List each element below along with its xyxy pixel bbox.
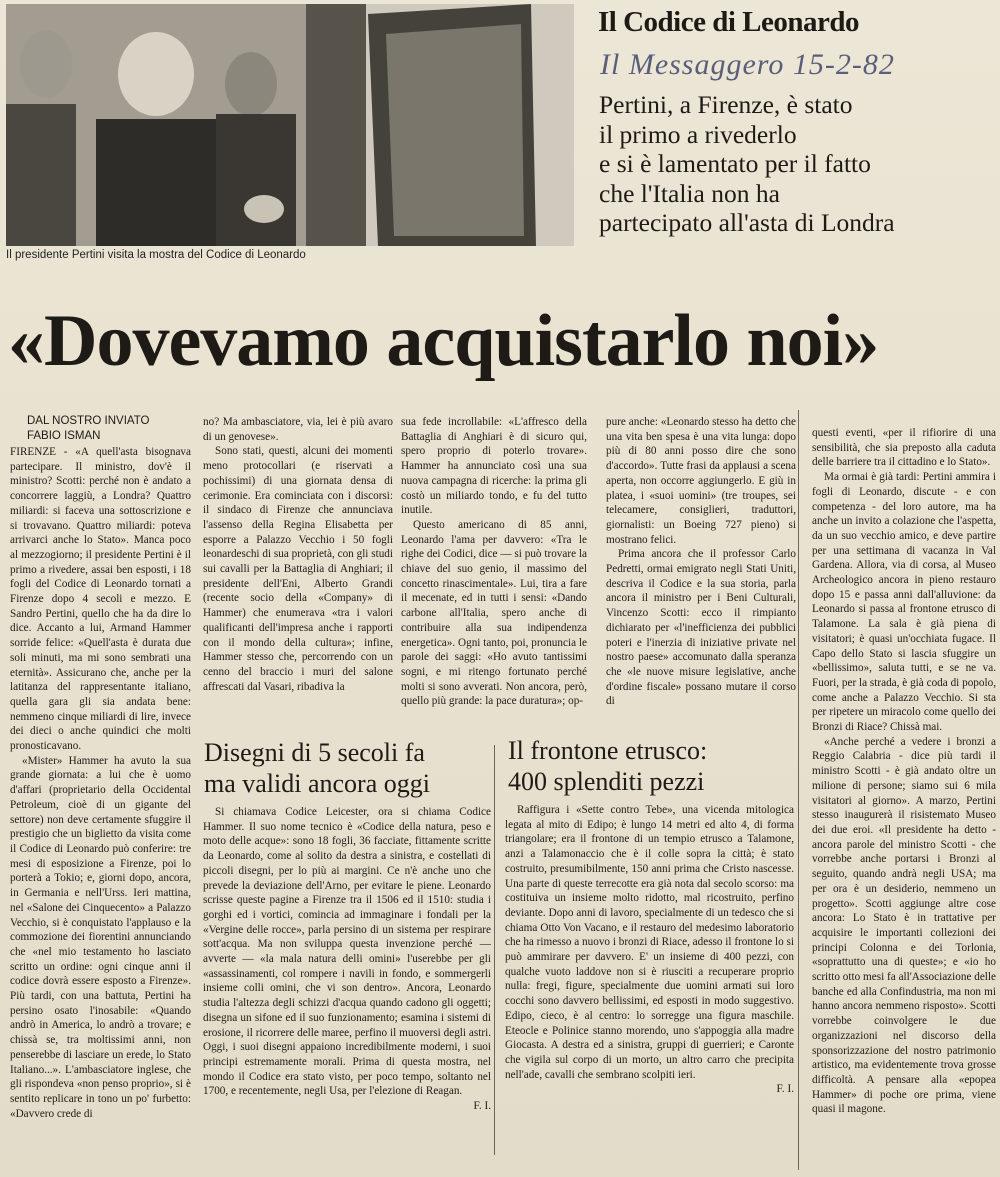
sidebar-headline-drawings — [204, 737, 494, 799]
article-column-5 — [812, 426, 996, 1169]
paragraph: Si chiamava Codice Leicester, ora si chiama Codice Hammer. Il suo nome tecnico è «Codice della natura, peso e moto delle acque»: sono 18 fogli, 36 facciate, fittamente scritte da Leonardo, come al solito da destra a sinistra, e costellati di piccoli disegni, per lo più ai margini. Ce n'è anche uno che prevede la deviazione dell'Arno, per evitare le piene. Leonardo scrisse queste pagine a Firenze tra il 1506 ed il 1510: studia i gorghi ed i vortici, comincia ad immaginare i fondali per la «Vergine delle rocce», parla persino di un sistema per respirare sott'acqua. Ma non sviluppa questa invenzione perché — avverte — «la mala natura delli omini» l'userebbe per gli «assassinamenti, col rompere i navili in fondo, e sommergerli insieme colli omini, che vi son dentro». Ancora, Leonardo studia l'altezza degli schizzi d'acqua quando cadono gli oggetti; disegna un sifone ed il suo funzionamento; esamina i sistemi di erosione, il ricorrere delle maree, perfino il muoversi degli astri. Oggi, i suoi disegni appaiono incredibilmente moderni, i suoi principi estremamente morali. Prima di questa mostra, nel mondo il Codice era stato visto, per poco tempo, soltanto nel 1700, e recentemente, negli Usa, per l'elezione di Reagan. — [203, 806, 491, 1098]
subheadline — [599, 90, 994, 238]
subhead-line: e si è lamentato per il fatto — [599, 149, 871, 178]
article-column-1 — [10, 445, 191, 1165]
paragraph: Questo americano di 85 anni, Leonardo l'ama per davvero: «Tra le righe dei Codici, dice — si può trovare la chiave del suo genio, il massimo del concetto rinascimentale». Lui, tira a fare il mecenate, ed in tutti i sensi: «Dando carbone all'Italia, spero anche di contribuire alla sua indipendenza energetica». Ogni tanto, poi, pronuncia le parole dei saggi: «Ho avuto tantissimi sogni, e mi ritengo fortunato perché molti si sono avverati. Non ancora, però, quello più grande: la pace duratura»; op- — [401, 518, 587, 708]
photo-illustration — [6, 4, 574, 246]
paragraph: Prima ancora che il professor Carlo Pedretti, ormai emigrato negli Stati Uniti, descriva il Codice e la sua storia, parla ancora il ministro per i Beni Culturali, Vincenzo Scotti: ecco il rimpianto dichiarato per «l'inefficienza dei pubblici poteri e l'inerzia di iniziative private nel nostro paese» accomunato dalla speranza che «le nuove misure legislative, anche d'ordine fiscale» possano mutare il corso di — [606, 548, 796, 708]
subhead-line: partecipato all'asta di Londra — [599, 208, 895, 237]
signature: F. I. — [776, 1083, 794, 1096]
main-headline: «Dovevamo acquistarlo noi» — [8, 300, 879, 382]
byline-dateline: DAL NOSTRO INVIATO — [27, 415, 150, 427]
sidebar-headline-line: ma validi ancora oggi — [204, 769, 430, 798]
handwritten-source-date: Il Messaggero 15-2-82 — [600, 48, 895, 81]
paragraph: Raffigura i «Sette contro Tebe», una vicenda mitologica legata al mito di Edipo; è lungo 14 metri ed alto 4, di forma triangolare; era il frontone di un tempio etrusco a Talamone, anzi a Talamonaccio che è il colle sopra la città; è stato costruito, presumibilmente, 150 anni prima che Cristo nascesse. Una parte di queste terrecotte era già nota dal secolo scorso: ma costituiva un insieme molto ridotto, mal ricostruito, perfino deviante. Dopo anni di lavoro, specialmente di un tedesco che si chiama Otto Von Vacano, e il restauro del medesimo laboratorio che ha rimesso a nuovo i bronzi di Riace, adesso il frontone lo si può ammirare per davvero. E' un insieme di 400 pezzi, con qualche vuoto laddove non si è riusciti a recuperare proprio nulla: fregi, figure, specialmente due uomini armati sui loro cocchi sono davvero bellissimi, ed esposti in modo suggestivo. Edipo, cieco, è al centro: lo sorregge una figura maschile. Eteocle e Polinice stanno morendo, uno s'appoggia alla madre Giocasta. A destra ed a sinistra, gruppi di guerrieri; e Caronte che vigila sul corpo di un morto, un altro carro che precipita nell'ade, cavalli che sembrano scolpiti ieri. — [505, 804, 794, 1081]
news-photo — [6, 4, 574, 246]
byline — [27, 414, 149, 444]
column-divider — [798, 410, 799, 1170]
sidebar-headline-pediment — [508, 735, 798, 797]
article-column-4 — [606, 415, 796, 737]
paragraph: questi eventi, «per il rifiorire di una sensibilità, che sia preposto alla caduta delle barriere tra il cittadino e lo Stato». — [812, 427, 996, 469]
article-column-2 — [203, 415, 393, 737]
photo-caption: Il presidente Pertini visita la mostra del Codice di Leonardo — [6, 249, 306, 261]
subhead-line: Pertini, a Firenze, è stato — [599, 90, 853, 119]
subhead-line: che l'Italia non ha — [599, 178, 780, 208]
sidebar-headline-line: Il frontone etrusco: — [508, 736, 708, 765]
sidebar-divider — [494, 745, 495, 1155]
paragraph: no? Ma ambasciatore, via, lei è più avaro di un genovese». — [203, 416, 393, 443]
article-column-3 — [401, 415, 587, 737]
sidebar-headline-line: 400 splenditi pezzi — [508, 767, 705, 796]
sidebar-article-pediment — [505, 803, 794, 1165]
subhead-line: il primo a rivederlo — [599, 119, 797, 149]
kicker-title: Il Codice di Leonardo — [598, 6, 859, 38]
paragraph: Ma ormai è già tardi: Pertini ammira i fogli di Leonardo, discute - e con competenza - del loro autore, ma ha anche un invito a colazione che l'aspetta, da un suo vecchio amico, e deve partire per una settimana di vacanza in Val Gardena. Allora, via di corsa, al Museo Archeologico ancora in pieno restauro dopo 15 e passa anni dall'alluvione: da Leonardo si passa al frontone etrusco di Talamone. La sala è già piena di visitatori; è quasi un'occhiata fugace. Il Capo dello Stato si lascia sfuggire un «bellissimo», saluta tutti, e se ne va. Fuori, per la strada, è già coda di popolo, come anche a Palazzo Vecchio. Si sta per ripetere un miracolo come quello dei Bronzi di Riace? Chissà mai. — [812, 471, 996, 734]
paragraph: pure anche: «Leonardo stesso ha detto che una vita ben spesa è una vita lunga: dopo più di 80 anni posso dire che sono d'accordo». Tutte frasi da applausi a scena aperta, non occorre aggiungerlo. E giù in platea, i «suoi uomini» (tre troupes, sei telecamere, consiglieri, traduttori, giornalisti: un Boeing 727 pieno) si mostrano felici. — [606, 416, 796, 546]
paragraph: FIRENZE - «A quell'asta bisognava partecipare. Il ministro, dov'è il ministro? Scotti: perché non è andato a concorrere laggiù, a Londra? Quattro miliardi: si faceva una sottoscrizione e si trovavano. Quattro miliardi: poteva arrivarci anche lo Stato». Manca poco al mezzogiorno; il presidente Pertini è il primo a rivedere, assai ben esposti, i 18 fogli del Codice di Leonardo tornati a Firenze dopo 4 secoli e mezzo. E Sandro Pertini, quello che ha da dire lo dice. Accanto a lui, Armand Hammer sorride felice: «Quell'asta è durata due soli minuti, ma mi sono sembrati una eternità». Assicurano che, anche per la latitanza del rappresentante italiano, quella gara gli sia andata bene: nemmeno cinque miliardi di lire, invece dei dieci o anche quindici che molti pronosticavano. — [10, 446, 191, 753]
signature: F. I. — [473, 1100, 491, 1113]
byline-author: FABIO ISMAN — [27, 430, 101, 442]
paragraph: «Anche perché a vedere i bronzi a Reggio Calabria - dice più tardi il ministro Scotti - è già andato oltre un milione di persone; siamo sui 6 mila visitatori al giorno». A marzo, Pertini stesso inaugurerà il risistemato Museo dei due eroi. «Il presidente ha detto - ancora parole del ministro Scotti - che vorrebbe anche portarsi i Bronzi al seguito, quando andrà negli USA; ma per ora è un desiderio, nemmeno un progetto». Scotti aggiunge altre cose ancora: Lo Stato è in trattative per acquisire le importanti collezioni dei principi Colonna e dei Torlonia, «soprattutto una di queste»; e «io ho scritto otto mesi fa all'Associazione delle banche ed alla Confindustria, ma non mi hanno ancora nemmeno risposto». Scotti vorrebbe coinvolgere le due organizzazioni nel discorso della sponsorizzazione del nostro patrimonio artistico, ma evidentemente trova grosse difficoltà. A pensare alla «epopea Hammer» di poche ore prima, viene quasi il magone. — [812, 735, 996, 1116]
paragraph: «Mister» Hammer ha avuto la sua grande giornata: a lui che è uomo d'affari (proprietario della Occidental Petroleum, cioè di un gigante del settore) non deve certamente sfuggire il prestigio che un biglietto da visita come il Codice di Leonardo può conferire: tre mesi di esposizione a Firenze, poi lo porterà a Tokio; e, giorni dopo, ancora, in Germania e nell'Urss. Ieri mattina, nel «Salone dei Cinquecento» a Palazzo Vecchio, si è conquistato l'applauso e la commozione dei fiorentini annunciando che «nel mio testamento ho lasciato scritto un ordine: ogni cinque anni il codice dovrà essere esposto a Firenze». Più tardi, con una battuta, Pertini ha persino osato l'inosabile: «Quando andrò in America, lo andrò a trovare; e chissà se, tra moltissimi anni, non penserebbe di lasciare un erede, lo Stato Italiano...». L'ambasciatore inglese, che gli rispondeva «non penso proprio», si è sentito replicare in tono un po' furbetto: «Davvero crede di — [10, 754, 191, 1120]
paragraph: Sono stati, questi, alcuni dei momenti meno protocollari (e riservati a pochissimi) di una giornata densa di cerimonie. Era cominciata con i discorsi: il sindaco di Firenze che annunciava l'assenso della Regina Elisabetta per esporre a Palazzo Vecchio i 50 fogli leonardeschi di sua proprietà, con gli studi sui cavalli per la Battaglia di Anghiari; il presidente dell'Eni, Alberto Grandi (recente socio della «Company» di Hammer) che enumerava «tra i valori qualificanti dell'impresa anche i rapporti con il mondo della cultura»; infine, Hammer stesso che, percorrendo con un cenno del braccio i muri del salone affrescati dal Vasari, ribadiva la — [203, 445, 393, 693]
paragraph: sua fede incrollabile: «L'affresco della Battaglia di Anghiari è di sicuro qui, spero proprio di poterlo trovare». Hammer ha annunciato così una sua nuova campagna di ricerche: la prima gli costò un miliardo tondo, e fu del tutto inutile. — [401, 416, 587, 517]
sidebar-headline-line: Disegni di 5 secoli fa — [204, 738, 425, 767]
sidebar-article-drawings — [203, 805, 491, 1167]
